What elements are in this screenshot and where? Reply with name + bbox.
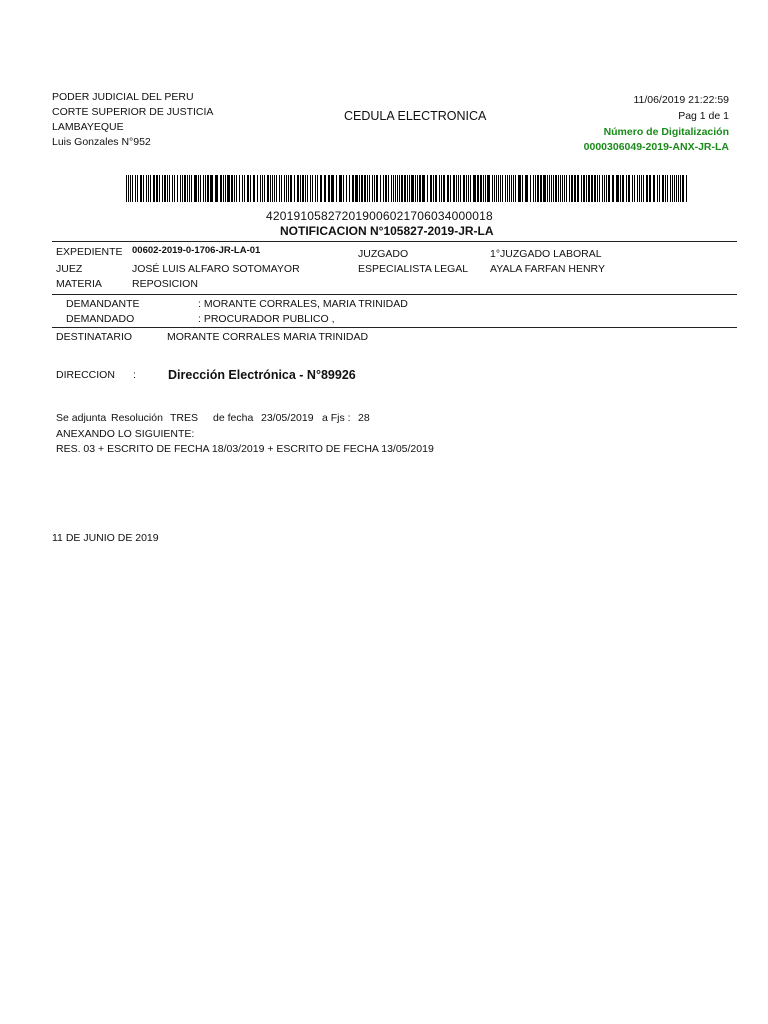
direccion-value: Dirección Electrónica - N°89926	[168, 368, 356, 382]
demandado-value: : PROCURADOR PUBLICO ,	[198, 313, 335, 325]
anexos-list: RES. 03 + ESCRITO DE FECHA 18/03/2019 + ESCRITO DE FECHA 13/05/2019	[56, 443, 434, 455]
document-title: CEDULA ELECTRONICA	[344, 109, 487, 123]
resolucion-date: 23/05/2019	[261, 412, 314, 424]
anexando-heading: ANEXANDO LO SIGUIENTE:	[56, 428, 195, 440]
page-number: Pag 1 de 1	[678, 110, 729, 122]
divider	[52, 294, 737, 295]
expediente-value: 00602-2019-0-1706-JR-LA-01	[132, 245, 261, 256]
juzgado-label: JUZGADO	[358, 248, 409, 260]
org-region: LAMBAYEQUE	[52, 121, 124, 133]
org-address: Luis Gonzales N°952	[52, 136, 151, 148]
fojas-value: 28	[358, 412, 370, 424]
destinatario-label: DESTINATARIO	[56, 331, 133, 343]
materia-value: REPOSICION	[132, 278, 198, 290]
resolucion-number: TRES	[170, 412, 199, 424]
notification-number: NOTIFICACION N°105827-2019-JR-LA	[280, 224, 494, 238]
especialista-value: AYALA FARFAN HENRY	[490, 263, 605, 275]
org-name: PODER JUDICIAL DEL PERU	[52, 91, 194, 103]
expediente-label: EXPEDIENTE	[56, 246, 123, 258]
juez-value: JOSÉ LUIS ALFARO SOTOMAYOR	[132, 263, 300, 275]
org-court: CORTE SUPERIOR DE JUSTICIA	[52, 106, 214, 118]
juez-label: JUEZ	[56, 263, 83, 275]
demandante-value: : MORANTE CORRALES, MARIA TRINIDAD	[198, 298, 408, 310]
demandado-label: DEMANDADO	[66, 313, 135, 325]
especialista-label: ESPECIALISTA LEGAL	[358, 263, 469, 275]
document-date: 11 DE JUNIO DE 2019	[52, 532, 159, 544]
adjunta-text: Se adjunta	[56, 412, 107, 424]
materia-label: MATERIA	[56, 278, 102, 290]
barcode-image	[126, 175, 688, 202]
resolucion-label: Resolución	[111, 412, 163, 424]
digitization-number: 0000306049-2019-ANX-JR-LA	[583, 141, 729, 153]
fojas-label: a Fjs :	[322, 412, 351, 424]
divider	[52, 327, 737, 328]
demandante-label: DEMANDANTE	[66, 298, 140, 310]
fecha-label: de fecha	[213, 412, 254, 424]
print-datetime: 11/06/2019 21:22:59	[633, 94, 729, 106]
destinatario-value: MORANTE CORRALES MARIA TRINIDAD	[167, 331, 369, 343]
divider	[52, 241, 737, 242]
digitization-label: Número de Digitalización	[603, 126, 729, 138]
direccion-colon: :	[133, 369, 136, 381]
direccion-label: DIRECCION	[56, 369, 115, 381]
barcode-number: 420191058272019006021706034000018	[266, 209, 493, 223]
juzgado-value: 1°JUZGADO LABORAL	[490, 248, 602, 260]
